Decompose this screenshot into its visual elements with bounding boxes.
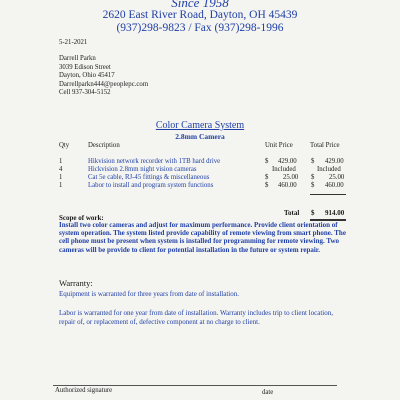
- recipient-street: 3039 Edison Street: [59, 63, 111, 71]
- item-description: Hickvision 2.8mm night vision cameras: [88, 166, 197, 173]
- total-rule: [310, 194, 346, 195]
- warranty-labor: Labor is warranted for one year from date of installation. Warranty includes trip to client location, repair of, or replacement of, defective component at no charge to client.: [59, 309, 333, 326]
- scope-text: Install two color cameras and adjust for maximum performance. Provide client orientation of system operation. The system listed provide capability of remote viewing from smart phone. The cell phone must be present when system is installed for programming for remote viewing. Two cameras will be provide to client for potential installation in the future or system repair.: [59, 221, 346, 254]
- line-item: [0, 174, 400, 182]
- line-item: [0, 182, 400, 190]
- item-description: Labor to install and program system functions: [88, 182, 214, 189]
- letter-date: 5-21-2021: [59, 39, 88, 46]
- recipient-city: Dayton, Ohio 45417: [59, 72, 115, 80]
- company-address: 2620 East River Road, Dayton, OH 45439: [102, 9, 298, 21]
- item-unit-currency: $: [265, 158, 269, 165]
- total-value: 914.00: [325, 209, 345, 217]
- recipient-cell: Cell 937-304-5152: [59, 89, 111, 97]
- total-label: Total: [284, 209, 300, 217]
- signature-line: [53, 385, 337, 386]
- quote-subtitle: 2.8mm Camera: [175, 132, 225, 141]
- column-header-description: Description: [88, 142, 120, 149]
- item-total-currency: $: [311, 174, 315, 181]
- recipient-address: [59, 55, 148, 98]
- quote-title: Color Camera System: [155, 120, 245, 131]
- column-header-qty: Qty: [59, 142, 70, 149]
- line-item: [0, 166, 400, 174]
- total-currency: $: [311, 209, 315, 217]
- item-total-currency: $: [311, 158, 315, 165]
- scope-label: Scope of work:: [59, 214, 104, 222]
- item-qty: 4: [59, 166, 63, 173]
- item-description: Hikvision network recorder with 1TB hard drive: [88, 158, 221, 165]
- item-qty: 1: [59, 174, 63, 181]
- recipient-email: Darrellparkn444@peoplepc.com: [59, 80, 149, 88]
- item-qty: 1: [59, 158, 63, 165]
- company-since: Since 1958: [171, 0, 229, 10]
- warranty-label: Warranty:: [59, 278, 93, 288]
- column-header-unit-price: Unit Price: [265, 142, 293, 149]
- item-qty: 1: [59, 182, 63, 189]
- item-unit-price: 429.00: [278, 158, 297, 165]
- recipient-name: Darrell Parkn: [59, 55, 96, 62]
- line-item: [0, 158, 400, 166]
- item-total-currency: $: [311, 182, 315, 189]
- item-unit-currency: $: [265, 174, 269, 181]
- company-phone: (937)298-9823 / Fax (937)298-1996: [116, 22, 284, 34]
- warranty-equipment: Equipment is warranted for three years from date of installation.: [59, 290, 239, 298]
- signature-date-label: date: [262, 389, 274, 396]
- signature-label: Authorized signature: [55, 387, 113, 394]
- item-description: Cat 5e cable, RJ-45 fittings & miscellaneous: [88, 174, 210, 181]
- item-unit-price: 460.00: [278, 182, 297, 189]
- item-total-price: 460.00: [325, 182, 344, 189]
- item-total-price: 25.00: [329, 174, 345, 181]
- item-total-price: 429.00: [325, 158, 344, 165]
- item-total-price: Included: [317, 166, 341, 173]
- item-unit-price: 25.00: [283, 174, 299, 181]
- item-unit-currency: $: [265, 182, 269, 189]
- column-header-total-price: Total Price: [310, 142, 340, 149]
- item-unit-price: Included: [272, 166, 296, 173]
